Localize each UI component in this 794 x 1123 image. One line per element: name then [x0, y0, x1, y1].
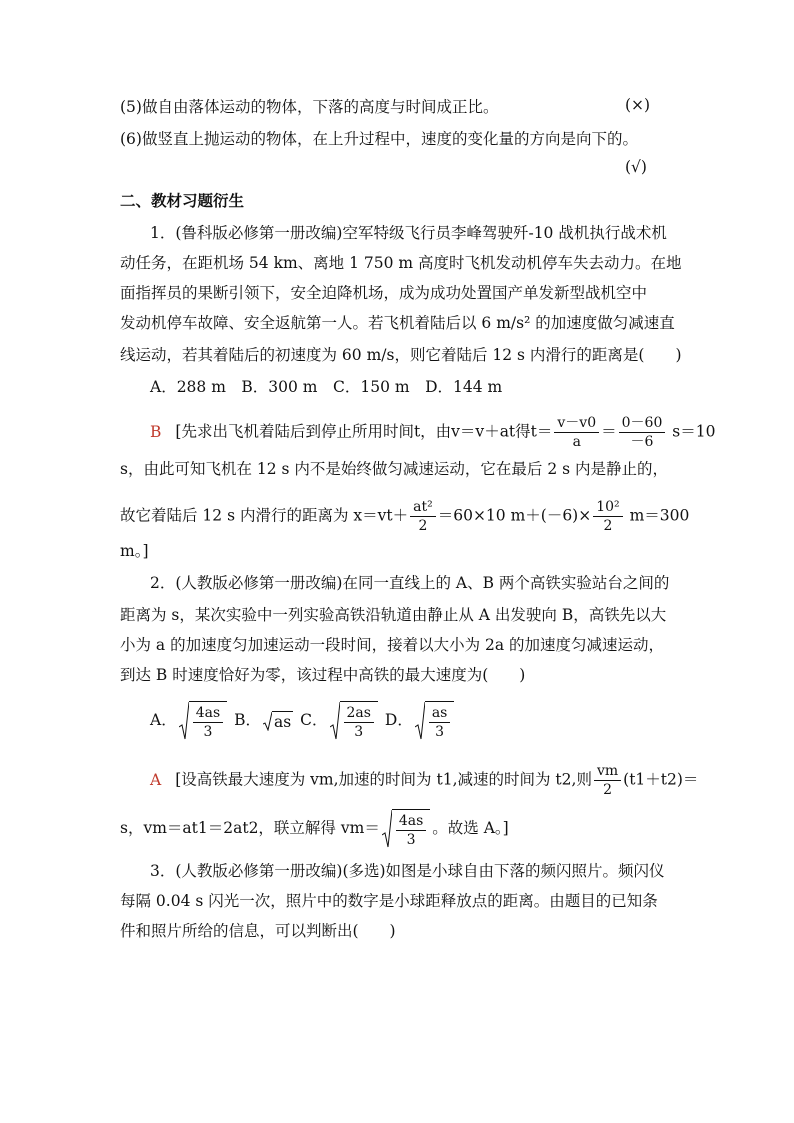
q2-line4: 到达 B 时速度恰好为零，该过程中高铁的最大速度为( ) — [120, 666, 526, 684]
q2-answer: A — [150, 770, 162, 789]
q2-options: A． $\frac{4as}{3}$ B． as C． $\frac{2as}{3}$ D． $\frac{as}{3}$ — [150, 700, 710, 742]
q2-option-a: $\frac{4as}{3}$ — [179, 701, 227, 742]
q1-frac1: $\frac{v-v0}{a}$ — [554, 414, 599, 451]
q1-frac4: $\frac{\text{10²}}{2}$ — [593, 498, 622, 535]
q3-line1: 3．(人教版必修第一册改编)(多选)如图是小球自由下落的频闪照片。频闪仪 — [150, 862, 665, 880]
q2-option-b: as — [263, 711, 293, 732]
q2-option-c: $\frac{2as}{3}$ — [330, 701, 378, 742]
q1-line5: 线运动，若其着陆后的初速度为 60 m/s，则它着陆后 12 s 内滑行的距离是( ) — [120, 346, 682, 364]
q1-solution-line4: m。] — [120, 542, 149, 560]
q1-frac2: $\frac{0-60}{-6}$ — [619, 414, 666, 451]
q2-line1: 2．(人教版必修第一册改编)在同一直线上的 A、B 两个高铁实验站台之间的 — [150, 574, 670, 592]
q1-line2: 动任务，在距机场 54 km、离地 1 750 m 高度时飞机发动机停车失去动力。在地 — [120, 254, 682, 272]
q1-frac3: $\frac{\text{at²}}{2}$ — [410, 498, 436, 535]
q2-line3: 小为 a 的加速度匀加速运动一段时间，接着以大小为 2a 的加速度匀减速运动， — [120, 636, 665, 654]
q2-line2: 距离为 s，某次实验中一列实验高铁沿轨道由静止从 A 出发驶向 B，高铁先以大 — [120, 606, 667, 624]
q2-option-d: $\frac{as}{3}$ — [415, 701, 455, 742]
q1-sol-a: [先求出飞机着陆后到停止所用时间t，由v＝v — [175, 422, 485, 441]
q1-line3: 面指挥员的果断引领下，安全迫降机场，成为成功处置国产单发新型战机空中 — [120, 284, 648, 302]
q1-sol-b: ＋at得t＝ — [484, 422, 553, 441]
q2-sol-sqrt: $\frac{4as}{3}$ — [382, 809, 430, 850]
q1-sol-c: s＝10 — [667, 422, 716, 441]
q1-line4: 发动机停车故障、安全返航第一人。若飞机着陆后以 6 m/s² 的加速度做匀减速直 — [120, 314, 675, 332]
q1-options: A．288 m B．300 m C．150 m D．144 m — [150, 378, 503, 396]
judgment-6: (6)做竖直上抛运动的物体，在上升过程中，速度的变化量的方向是向下的。 — [120, 130, 638, 148]
q1-solution-line3: 故它着陆后 12 s 内滑行的距离为 x＝vt＋ $\frac{\text{at²}}{2}$ ＝60×10 m＋(－6)× $\frac{\text{10²}}{2}$ m＝300 — [120, 499, 690, 534]
section-title: 二、教材习题衍生 — [120, 191, 245, 210]
q2-solution-line2: s，vm＝at1＝2at2，联立解得 vm＝ $\frac{4as}{3}$ 。故选 A。] — [120, 808, 680, 850]
q1-answer: B — [150, 422, 162, 441]
q1-solution-line2: s，由此可知飞机在 12 s 内不是始终做匀减速运动，它在最后 2 s 内是静止的， — [120, 460, 669, 478]
judgment-5: (5)做自由落体运动的物体，下落的高度与时间成正比。 — [120, 98, 499, 116]
judgment-5-mark: (×) — [625, 96, 651, 114]
q1-line1: 1．(鲁科版必修第一册改编)空军特级飞行员李峰驾驶歼-10 战机执行战术机 — [150, 224, 667, 242]
judgment-6-mark: (√) — [625, 158, 647, 176]
q1-solution-line1: B [先求出飞机着陆后到停止所用时间t，由v＝v＋at得t＝ $\frac{v-v0}{a}$ ＝ $\frac{0-60}{-6}$ s＝10 — [150, 415, 716, 450]
q2-solution-line1: A [设高铁最大速度为 vm,加速的时间为 t1,减速的时间为 t2,则 $\frac{vm}{2}$ (t1＋t2)＝ — [150, 763, 699, 798]
q3-line3: 件和照片所给的信息，可以判断出( ) — [120, 922, 396, 940]
q3-line2: 每隔 0.04 s 闪光一次，照片中的数字是小球距释放点的距离。由题目的已知条 — [120, 892, 658, 910]
